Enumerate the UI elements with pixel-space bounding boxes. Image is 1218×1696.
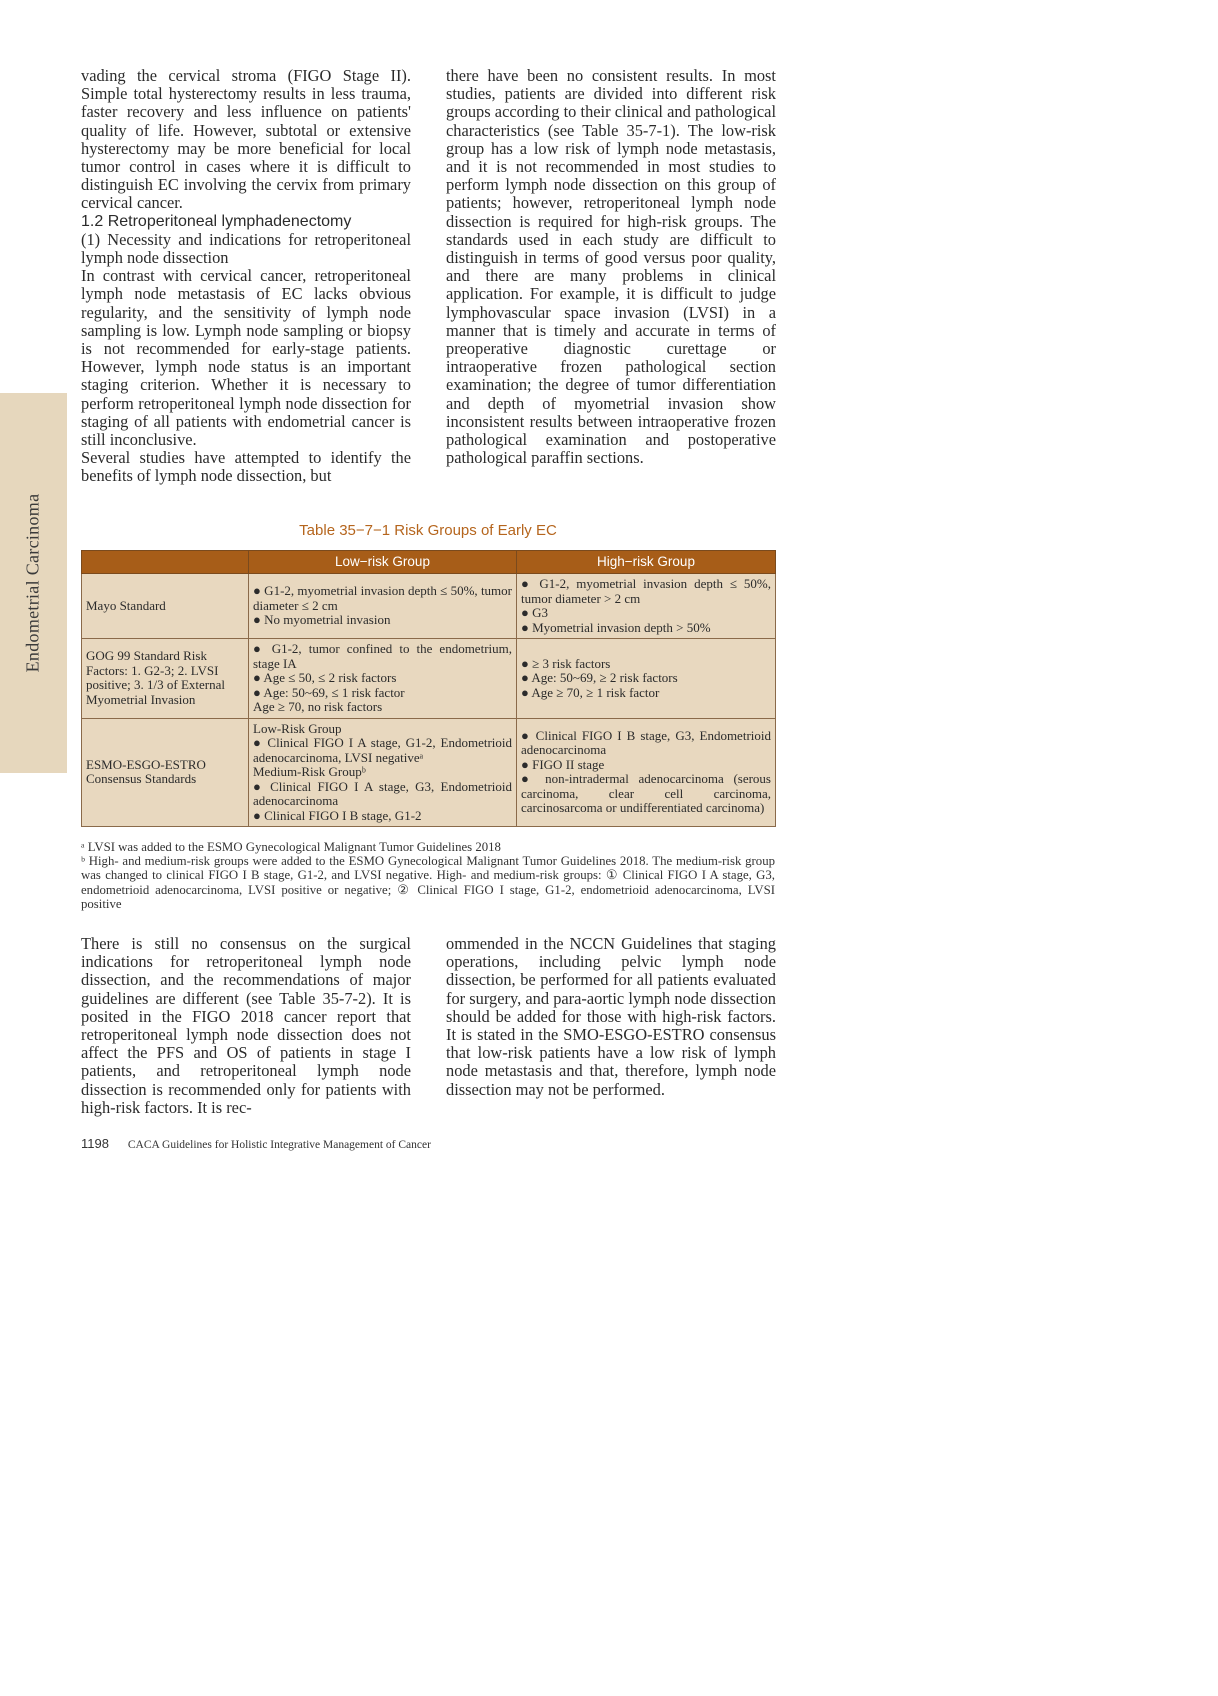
cell-line: ● FIGO II stage xyxy=(521,756,605,772)
cell-line: ● Age: 50~69, ≤ 1 risk factor xyxy=(253,684,405,700)
cell-line: ● Clinical FIGO I B stage, G1-2 xyxy=(253,807,422,823)
cell-line: ● Age: 50~69, ≥ 2 risk factors xyxy=(521,670,678,685)
paragraph: ommended in the NCCN Guidelines that staging operations, including pelvic lymph node dissection, be performed for all patients evaluated for surgery, and para-aortic lymph node dissection should be added for those with high-risk factors. It is stated in the SMO-ESGO-ESTRO consensus that low-risk patients have a low risk of lymph node metastasis and that, therefore, lymph node dissection may not be performed. xyxy=(446,934,776,1099)
high-risk-cell xyxy=(517,574,776,639)
row-label: ESMO-ESGO-ESTRO Consensus Standards xyxy=(82,718,249,827)
running-title: CACA Guidelines for Holistic Integrative Management of Cancer xyxy=(127,1139,431,1151)
high-risk-cell xyxy=(517,718,776,827)
paragraph: Several studies have attempted to identify the benefits of lymph node dissection, but xyxy=(81,448,411,486)
high-risk-cell xyxy=(517,639,776,719)
table-row xyxy=(82,639,776,719)
table-footnotes xyxy=(81,840,775,911)
paragraph: vading the cervical stroma (FIGO Stage II). Simple total hysterectomy results in less trauma, faster recovery and less influence on patients' quality of life. However, subtotal or extensive hysterectomy may be more beneficial for local tumor control in cases where it is difficult to distinguish EC involving the cervix from primary cervical cancer. xyxy=(81,66,411,213)
cell-line: ● G1-2, tumor confined to the endometrium, stage IA xyxy=(253,641,512,671)
paragraph: In contrast with cervical cancer, retroperitoneal lymph node metastasis of EC lacks obvious regularity, and the sensitivity of lymph node sampling is low. Lymph node sampling or biopsy is not recommended for early-stage patients. However, lymph node status is an important staging criterion. Whether it is necessary to perform retroperitoneal lymph node dissection for staging of all patients with endometrial cancer is still inconclusive. xyxy=(81,266,411,450)
table-row xyxy=(82,574,776,639)
page-footer xyxy=(81,1136,431,1151)
table-header-row xyxy=(82,551,776,574)
row-label: Mayo Standard xyxy=(82,574,249,639)
section-heading: 1.2 Retroperitoneal lymphadenectomy xyxy=(81,212,352,230)
right-column-top xyxy=(446,67,776,467)
cell-line: Age ≥ 70, no risk factors xyxy=(253,699,383,714)
cell-line: ● non-intradermal adenocarcinoma (serous carcinoma, clear cell carcinoma, carcinosarcoma or undifferentiated carcinoma) xyxy=(521,771,771,816)
table-header-high-risk: High−risk Group xyxy=(517,551,776,574)
cell-line: ● ≥ 3 risk factors xyxy=(521,655,611,671)
footnote-a: ᵃ LVSI was added to the ESMO Gynecological Malignant Tumor Guidelines 2018 xyxy=(81,840,501,854)
row-label: GOG 99 Standard Risk Factors: 1. G2-3; 2. LVSI positive; 3. 1/3 of External Myometrial Invasion xyxy=(82,639,249,719)
cell-line: ● G1-2, myometrial invasion depth ≤ 50%, tumor diameter ≤ 2 cm xyxy=(253,583,512,613)
cell-line: ● G1-2, myometrial invasion depth ≤ 50%, tumor diameter > 2 cm xyxy=(521,576,771,606)
footnote-b: ᵇ High- and medium-risk groups were added to the ESMO Gynecological Malignant Tumor Guidelines 2018. The medium-risk group was changed to clinical FIGO I B stage, G1-2, and LVSI negative. High- and medium-risk groups: ① Clinical FIGO I A stage, G3, endometrioid adenocarcinoma, LVSI positive or negative; ② Clinical FIGO I stage, G1-2, endometrioid adenocarcinoma, LVSI positive xyxy=(81,854,775,911)
side-tab-label: Endometrial Carcinoma xyxy=(22,493,43,673)
low-risk-cell xyxy=(249,639,517,719)
left-column-top xyxy=(81,67,411,486)
paragraph: There is still no consensus on the surgical indications for retroperitoneal lymph node dissection, and the recommendations of major guidelines are different (see Table 35-7-2). It is posited in the FIGO 2018 cancer report that retroperitoneal lymph node dissection does not affect the PFS and OS of patients in stage I patients, and retroperitoneal lymph node dissection is recommended only for patients with high-risk factors. It is rec- xyxy=(81,934,411,1117)
table-row xyxy=(82,718,776,827)
subheading: (1) Necessity and indications for retroperitoneal lymph node dissection xyxy=(81,229,411,268)
cell-line: Low-Risk Group xyxy=(253,720,342,736)
cell-line: ● Clinical FIGO I A stage, G3, Endometrioid adenocarcinoma xyxy=(253,778,512,808)
side-tab xyxy=(0,393,67,773)
paragraph: there have been no consistent results. In most studies, patients are divided into different risk groups according to their clinical and pathological characteristics (see Table 35-7-1). The low-risk group has a low risk of lymph node metastasis, and it is not recommended in most studies to perform lymph node dissection on this group of patients; however, retroperitoneal lymph node dissection is required for high-risk groups. The standards used in each study are difficult to distinguish in terms of good versus poor quality, and there are many problems in clinical application. For example, it is difficult to judge lymphovascular space invasion (LVSI) in a manner that is timely and accurate in terms of preoperative diagnostic curettage or intraoperative frozen pathological section examination; the degree of tumor differentiation and depth of myometrial invasion show inconsistent results between intraoperative frozen pathological examination and postoperative pathological paraffin sections. xyxy=(446,66,776,468)
cell-line: ● Clinical FIGO I A stage, G1-2, Endometrioid adenocarcinoma, LVSI negativeᵃ xyxy=(253,735,512,765)
cell-line: ● G3 xyxy=(521,605,548,620)
cell-line: Medium-Risk Groupᵇ xyxy=(253,764,366,779)
cell-line: ● Clinical FIGO I B stage, G3, Endometrioid adenocarcinoma xyxy=(521,727,771,758)
low-risk-cell xyxy=(249,574,517,639)
table-title: Table 35−7−1 Risk Groups of Early EC xyxy=(299,522,557,539)
table-header-low-risk: Low−risk Group xyxy=(249,551,517,574)
cell-line: ● Myometrial invasion depth > 50% xyxy=(521,619,711,635)
cell-line: ● No myometrial invasion xyxy=(253,612,391,628)
right-column-bottom xyxy=(446,935,776,1099)
low-risk-cell xyxy=(249,718,517,827)
page-number: 1198 xyxy=(81,1136,109,1151)
risk-groups-table xyxy=(81,550,776,827)
cell-line: ● Age ≤ 50, ≤ 2 risk factors xyxy=(253,670,397,685)
table-header-empty xyxy=(82,551,249,574)
left-column-bottom xyxy=(81,935,411,1117)
cell-line: ● Age ≥ 70, ≥ 1 risk factor xyxy=(521,684,660,700)
